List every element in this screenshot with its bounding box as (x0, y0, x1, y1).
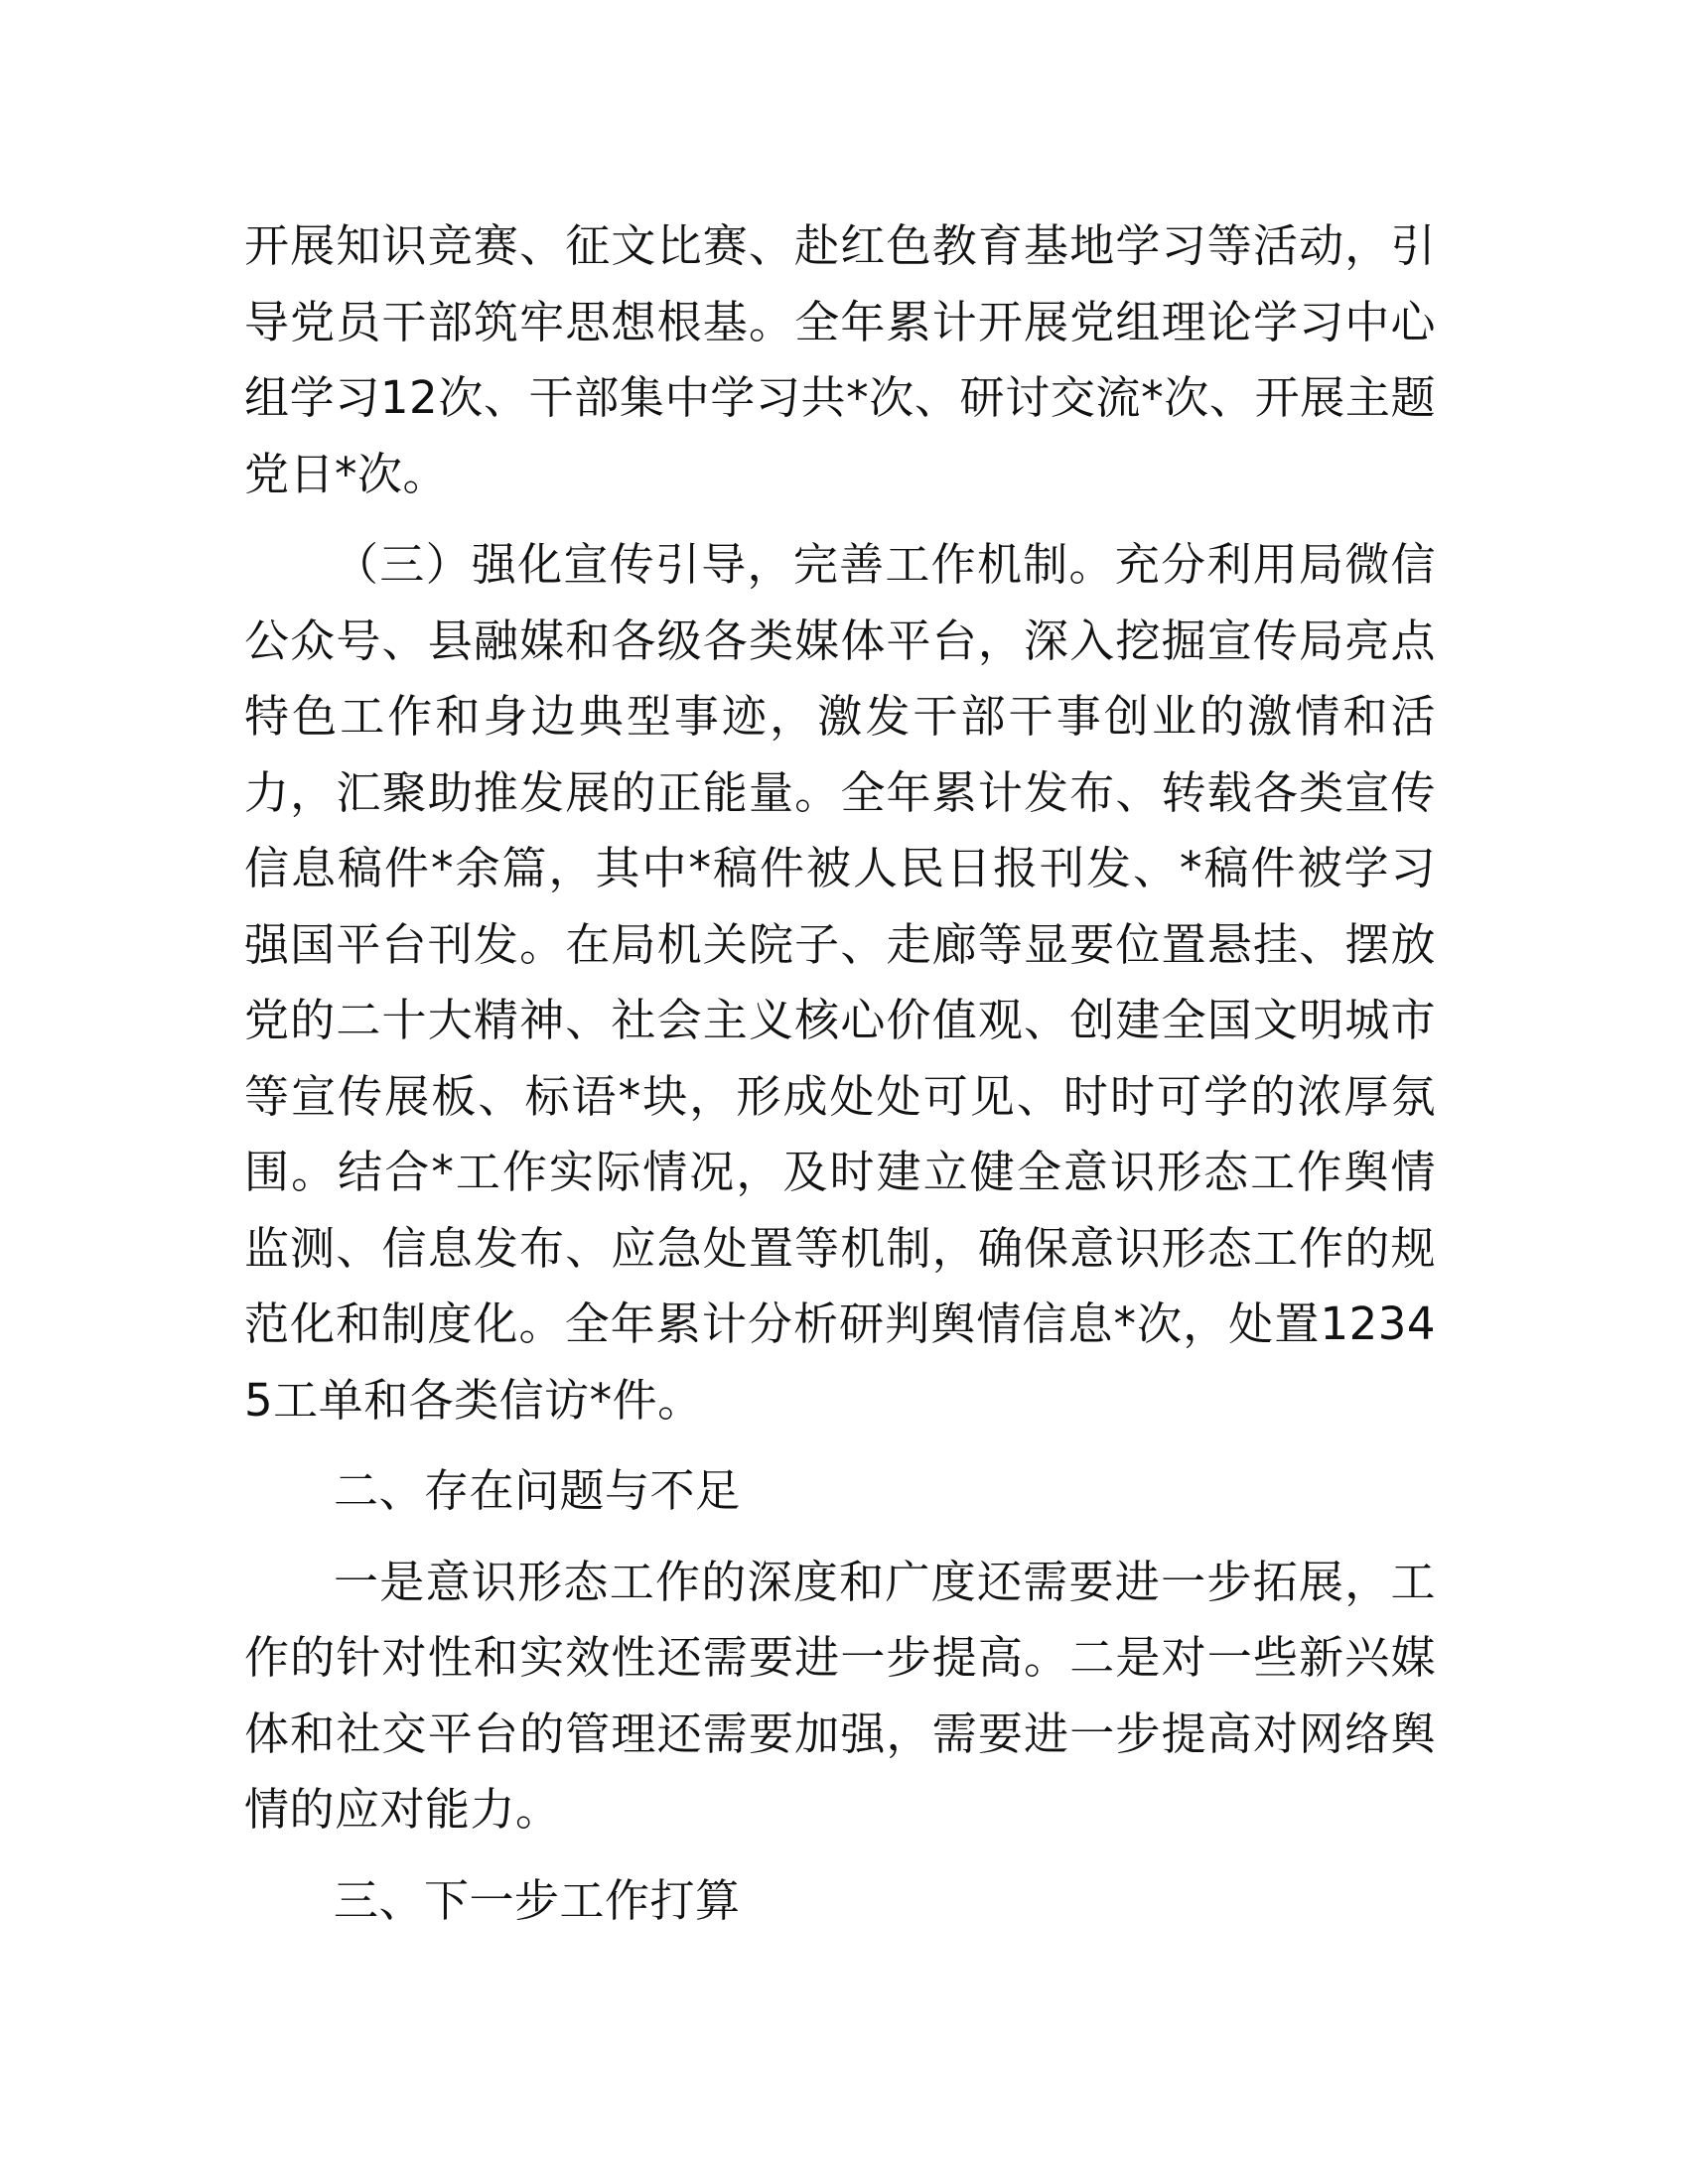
section-heading-next-steps: 三、下一步工作打算 (334, 1873, 741, 1927)
document-body (244, 208, 1436, 1939)
section-heading-problems: 二、存在问题与不足 (334, 1464, 741, 1517)
paragraph-study-activities: 开展知识竞赛、征文比赛、赴红色教育基地学习等活动，引导党员干部筑牢思想根基。全年累计开展党组理论学习中心组学习12次、干部集中学习共*次、研讨交流*次、开展主题党日*次。 (244, 219, 1436, 500)
paragraph-publicity-guidance: （三）强化宣传引导，完善工作机制。充分利用局微信公众号、县融媒和各级各类媒体平台，深入挖掘宣传局亮点特色工作和身边典型事迹，激发干部干事创业的激情和活力，汇聚助推发展的正能量。全年累计发布、转载各类宣传信息稿件*余篇，其中*稿件被人民日报刊发、*稿件被学习强国平台刊发。在局机关院子、走廊等显要位置悬挂、摆放党的二十大精神、社会主义核心价值观、创建全国文明城市等宣传展板、标语*块，形成处处可见、时时可学的浓厚氛围。结合*工作实际情况，及时建立健全意识形态工作舆情监测、信息发布、应急处置等机制，确保意识形态工作的规范化和制度化。全年累计分析研判舆情信息*次，处置12345工单和各类信访*件。 (244, 538, 1436, 1427)
paragraph-problems-detail: 一是意识形态工作的深度和广度还需要进一步拓展，工作的针对性和实效性还需要进一步提高。二是对一些新兴媒体和社交平台的管理还需要加强，需要进一步提高对网络舆情的应对能力。 (244, 1555, 1436, 1836)
